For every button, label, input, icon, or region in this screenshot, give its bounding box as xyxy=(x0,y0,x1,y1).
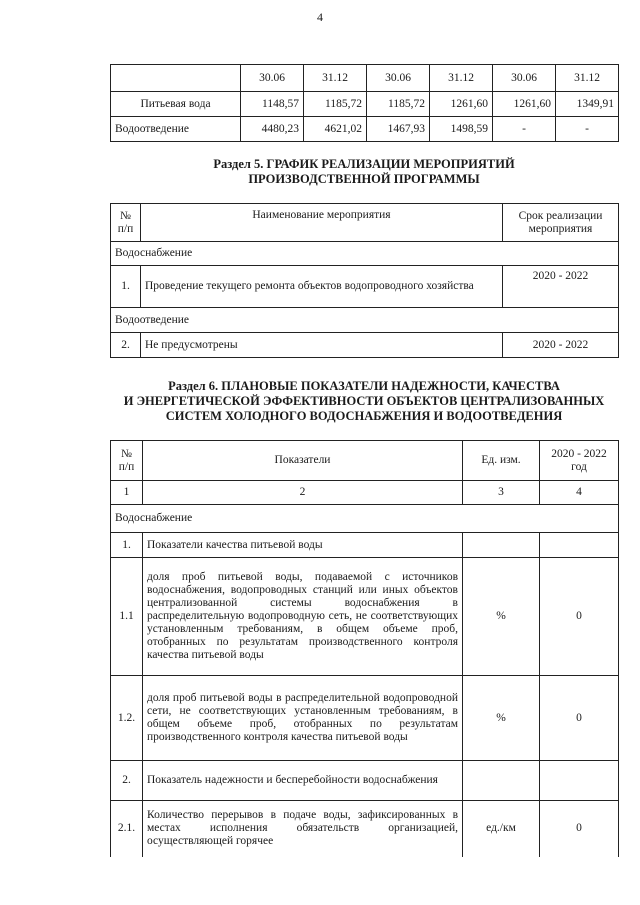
header-text: 2020 - 2022 xyxy=(551,447,607,460)
tariff-header: 31.12 xyxy=(304,65,367,92)
group-row xyxy=(111,505,619,533)
table-cell: 1185,72 xyxy=(304,92,367,117)
tariff-header-row xyxy=(111,65,619,92)
table-row xyxy=(111,266,619,308)
header-text: год xyxy=(571,460,587,473)
tariff-header: 30.06 xyxy=(493,65,556,92)
col-name-header: Наименование мероприятия xyxy=(141,204,503,242)
row-number: 1. xyxy=(111,533,143,558)
table-cell: 1349,91 xyxy=(556,92,619,117)
tariff-header: 30.06 xyxy=(367,65,430,92)
tariff-header: 30.06 xyxy=(241,65,304,92)
table-cell: 4480,23 xyxy=(241,117,304,142)
row-label: Питьевая вода xyxy=(111,92,241,117)
row-unit: % xyxy=(463,558,540,676)
row-value xyxy=(540,761,619,801)
header-text: № xyxy=(120,209,131,222)
index-row xyxy=(111,481,619,505)
col-term-header xyxy=(503,204,619,242)
index-cell: 1 xyxy=(111,481,143,505)
col-number-header xyxy=(111,441,143,481)
index-cell: 2 xyxy=(143,481,463,505)
group-row xyxy=(111,242,619,266)
page-number: 4 xyxy=(317,10,323,24)
table-cell: - xyxy=(493,117,556,142)
row-text: доля проб питьевой воды, подаваемой с источников водоснабжения, водопроводных станций или иных объектов централизованной системы водоснабжения в распределительную водопроводную сеть, не соответствующих установленным требованиям, в общем объеме проб, отобранных по результатам производственного контроля качества питьевой воды xyxy=(143,558,463,676)
table-row xyxy=(111,117,619,142)
row-term: 2020 - 2022 xyxy=(503,333,619,358)
table-cell: 4621,02 xyxy=(304,117,367,142)
table-row xyxy=(111,558,619,676)
indicators-header-row xyxy=(111,441,619,481)
header-text: мероприятия xyxy=(528,222,593,235)
table-cell: - xyxy=(556,117,619,142)
row-number: 1.2. xyxy=(111,676,143,761)
section5-title-line: ПРОИЗВОДСТВЕННОЙ ПРОГРАММЫ xyxy=(248,172,480,186)
table-row xyxy=(111,676,619,761)
tariff-header: 31.12 xyxy=(430,65,493,92)
row-unit: ед./км xyxy=(463,801,540,857)
col-unit-header: Ед. изм. xyxy=(463,441,540,481)
section6-heading xyxy=(100,379,628,424)
row-unit: % xyxy=(463,676,540,761)
row-label: Водоотведение xyxy=(111,117,241,142)
index-cell: 4 xyxy=(540,481,619,505)
tariff-header: 31.12 xyxy=(556,65,619,92)
row-unit xyxy=(463,761,540,801)
header-text: п/п xyxy=(118,460,135,473)
tariff-header-empty xyxy=(111,65,241,92)
table-row xyxy=(111,761,619,801)
row-term: 2020 - 2022 xyxy=(503,266,619,308)
row-number: 2.1. xyxy=(111,801,143,857)
group-row xyxy=(111,308,619,333)
header-text: п/п xyxy=(117,222,134,235)
table-cell: 1261,60 xyxy=(493,92,556,117)
row-unit xyxy=(463,533,540,558)
row-value xyxy=(540,533,619,558)
header-text: № xyxy=(121,447,132,460)
row-number: 1. xyxy=(111,266,141,308)
col-year-header xyxy=(540,441,619,481)
tariff-table xyxy=(110,64,619,142)
row-name: Не предусмотрены xyxy=(141,333,503,358)
section6-title-line: И ЭНЕРГЕТИЧЕСКОЙ ЭФФЕКТИВНОСТИ ОБЪЕКТОВ ЦЕНТРАЛИЗОВАННЫХ xyxy=(123,394,605,408)
schedule-table xyxy=(110,203,619,358)
col-indicator-header: Показатели xyxy=(143,441,463,481)
row-number: 1.1 xyxy=(111,558,143,676)
row-text: доля проб питьевой воды в распределительной водопроводной сети, не соответствующих установленным требованиям, в общем объеме проб, отобранных по результатам производственного контроля качества питьевой воды xyxy=(143,676,463,761)
row-value: 0 xyxy=(540,801,619,857)
schedule-header-row xyxy=(111,204,619,242)
row-name: Проведение текущего ремонта объектов водопроводного хозяйства xyxy=(141,266,503,308)
section5-title-line: Раздел 5. ГРАФИК РЕАЛИЗАЦИИ МЕРОПРИЯТИЙ xyxy=(213,157,515,171)
table-row xyxy=(111,533,619,558)
table-cell: 1148,57 xyxy=(241,92,304,117)
table-cell: 1498,59 xyxy=(430,117,493,142)
group-label: Водоснабжение xyxy=(111,242,619,266)
table-row xyxy=(111,333,619,358)
table-cell: 1185,72 xyxy=(367,92,430,117)
row-number: 2. xyxy=(111,333,141,358)
index-cell: 3 xyxy=(463,481,540,505)
table-row xyxy=(111,92,619,117)
indicators-table xyxy=(110,440,619,857)
row-value: 0 xyxy=(540,676,619,761)
group-label: Водоснабжение xyxy=(111,505,619,533)
section6-title-line: СИСТЕМ ХОЛОДНОГО ВОДОСНАБЖЕНИЯ И ВОДООТВЕДЕНИЯ xyxy=(165,409,563,423)
row-text: Показатель надежности и бесперебойности водоснабжения xyxy=(143,761,463,801)
row-value: 0 xyxy=(540,558,619,676)
header-text: Срок реализации xyxy=(518,209,603,222)
row-number: 2. xyxy=(111,761,143,801)
table-cell: 1261,60 xyxy=(430,92,493,117)
table-cell: 1467,93 xyxy=(367,117,430,142)
section5-heading xyxy=(110,157,618,187)
section6-title-line: Раздел 6. ПЛАНОВЫЕ ПОКАЗАТЕЛИ НАДЕЖНОСТИ, КАЧЕСТВА xyxy=(168,379,560,393)
table-row xyxy=(111,801,619,857)
row-text: Количество перерывов в подаче воды, зафиксированных в местах исполнения обязательств организацией, осуществляющей горячее xyxy=(143,801,463,857)
col-number-header xyxy=(111,204,141,242)
group-label: Водоотведение xyxy=(111,308,619,333)
row-text: Показатели качества питьевой воды xyxy=(143,533,463,558)
